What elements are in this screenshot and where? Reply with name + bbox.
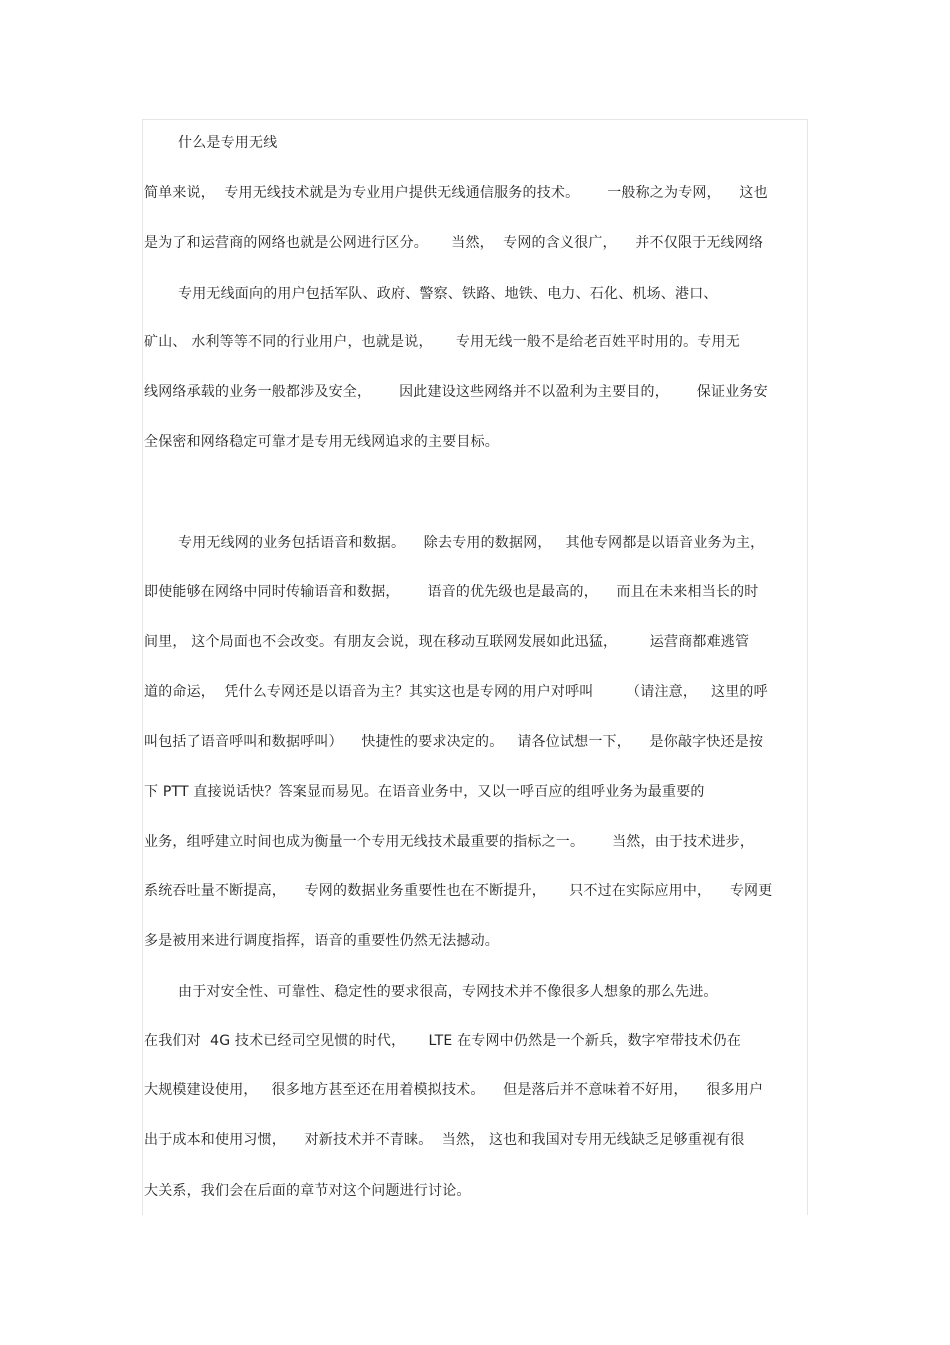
text-line: 系统吞吐量不断提高， 专网的数据业务重要性也在不断提升， 只不过在实际应用中， 专网更 [144, 883, 773, 899]
text-line: 专用无线面向的用户包括军队、政府、警察、铁路、地铁、电力、石化、机场、港口、 [178, 286, 718, 302]
text-line: 道的命运， 凭什么专网还是以语音为主？其实这也是专网的用户对呼叫 （请注意， 这里的呼 [144, 684, 768, 700]
text-line: 在我们对 4G 技术已经司空见惯的时代， LTE 在专网中仍然是一个新兵，数字窄带技术仍在 [144, 1033, 742, 1049]
text-line: 矿山、 水利等等不同的行业用户，也就是说， 专用无线一般不是给老百姓平时用的。专用无 [144, 334, 740, 350]
text-line: 是为了和运营商的网络也就是公网进行区分。 当然， 专网的含义很广， 并不仅限于无线网络 [144, 235, 764, 251]
text-line: 简单来说， 专用无线技术就是为专业用户提供无线通信服务的技术。 一般称之为专网， 这也 [144, 185, 768, 201]
text-line: 大规模建设使用， 很多地方甚至还在用着模拟技术。 但是落后并不意味着不好用， 很多用户 [144, 1082, 764, 1098]
document-title: 什么是专用无线 [178, 135, 278, 151]
text-line: 即使能够在网络中同时传输语音和数据， 语音的优先级也是最高的， 而且在未来相当长的时 [144, 584, 759, 600]
text-line: 专用无线网的业务包括语音和数据。 除去专用的数据网， 其他专网都是以语音业务为主， [178, 535, 765, 551]
text-line: 线网络承载的业务一般都涉及安全， 因此建设这些网络并不以盈利为主要目的， 保证业务安 [144, 384, 768, 400]
text-line: 多是被用来进行调度指挥，语音的重要性仍然无法撼动。 [144, 933, 499, 949]
text-line: 由于对安全性、可靠性、稳定性的要求很高，专网技术并不像很多人想象的那么先进。 [178, 984, 718, 1000]
text-line: 大关系，我们会在后面的章节对这个问题进行讨论。 [144, 1183, 471, 1199]
text-line: 叫包括了语音呼叫和数据呼叫） 快捷性的要求决定的。 请各位试想一下， 是你敲字快还是按 [144, 734, 764, 750]
text-line: 出于成本和使用习惯， 对新技术并不青睐。 当然， 这也和我国对专用无线缺乏足够重视有很 [144, 1132, 745, 1148]
text-line: 下 PTT 直接说话快？答案显而易见。在语音业务中，又以一呼百应的组呼业务为最重要的 [144, 784, 705, 800]
text-line: 业务，组呼建立时间也成为衡量一个专用无线技术最重要的指标之一。 当然，由于技术进步， [144, 834, 755, 850]
text-line: 间里， 这个局面也不会改变。有朋友会说，现在移动互联网发展如此迅猛， 运营商都难逃管 [144, 634, 750, 650]
text-line: 全保密和网络稳定可靠才是专用无线网追求的主要目标。 [144, 434, 499, 450]
